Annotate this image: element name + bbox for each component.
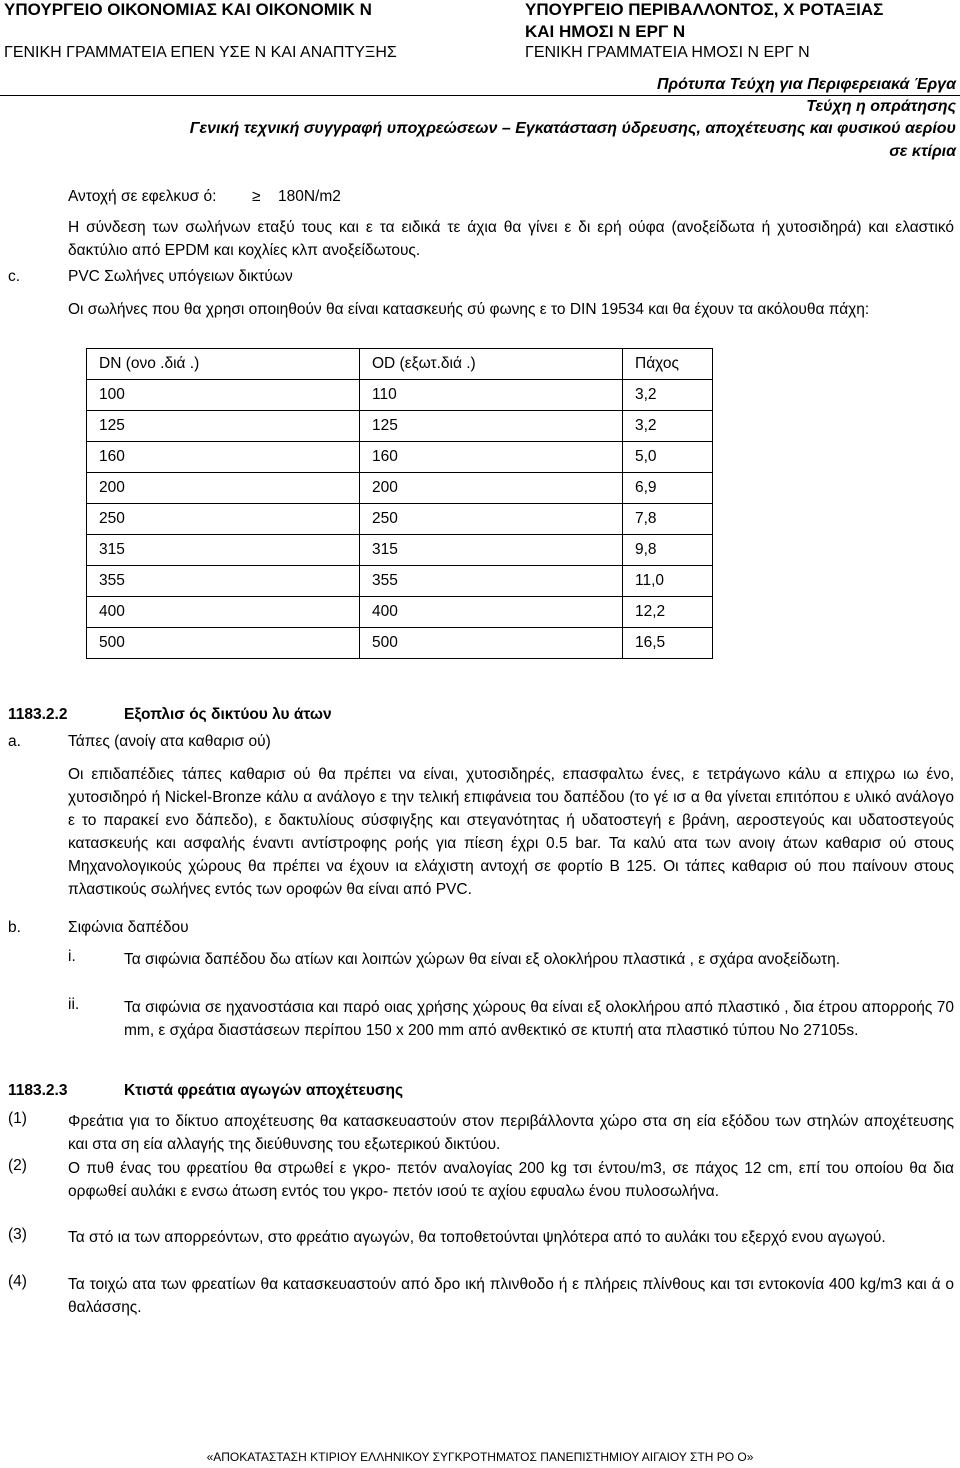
section-2-a-paragraph: Οι επιδαπέδιες τάπες καθαρισ ού θα πρέπει να είναι, χυτοσιδηρές, επασφαλτω ένες, ε τετράγωνο κάλυ α επιχρω ιω ένο, χυτοσιδηρό ή Nickel-Bronze κάλυ α ανάλογο ε την τελική επιφάνεια του δαπέδου (το γέ ισ α θα γίνεται επιτόπου ε υλικό ανάλογο ε το παρακεί ενο δάπεδο), ε δακτυλίους σύσφιγξης και στεγανότητας ή υδατοστεγή ε βράνη, αεροστεγούς και υδατοστεγούς κατασκευής και ασφαλής έναντι αντίστροφης ροής για πίεση έχρι 0.5 bar. Τα καλύ ατα των ανοιγ άτων καθαρισ ού στους Μηχανολογικούς χώρους θα πρέπει να έχουν ια ελάχιστη αντοχή σε φορτίο Β 125. Οι τάπες καθαρισ ού που παίνουν στους πλαστικούς σωλήνες εντός των οροφών θα είναι από PVC. — [68, 766, 954, 898]
table-cell: 500 — [87, 628, 360, 659]
section-3-item-text: Ο πυθ ένας του φρεατίου θα στρωθεί ε γκρο- πετόν αναλογίας 200 kg τσι έντου/m3, σε πάχος 12 cm, επί του οποίου θα δια ορφωθεί αυλάκι ε ενσω άτωση εντός του γκρο- πετόν ισού τε αχίου εφυαλω ένου πυλοσωλήνα. — [68, 1160, 954, 1200]
table-cell: 3,2 — [623, 411, 713, 442]
section-2-a-title: Τάπες (ανοίγ ατα καθαρισ ού) — [68, 733, 271, 750]
table-row — [87, 380, 713, 411]
section-3-item-text: Φρεάτια για το δίκτυο αποχέτευσης θα κατασκευαστούν στον περιβάλλοντα χώρο στα ση εία εξόδου των στηλών αποχέτευσης και στα ση εία αλλαγής της διεύθυνσης του εξωτερικού δικτύου. — [68, 1113, 954, 1153]
table-cell: 9,8 — [623, 535, 713, 566]
header-right-line2: ΚΑΙ ΗΜΟΣΙ Ν ΕΡΓ Ν — [525, 22, 686, 41]
table-header-dn: DN (ονο .διά .) — [87, 349, 360, 380]
table-row — [87, 442, 713, 473]
table-row — [87, 504, 713, 535]
table-cell: 125 — [360, 411, 623, 442]
b-item-marker: i. — [68, 948, 76, 965]
pvc-marker: c. — [8, 268, 21, 285]
table-cell: 3,2 — [623, 380, 713, 411]
table-cell: 315 — [87, 535, 360, 566]
pvc-title: PVC Σωλήνες υπόγειων δικτύων — [68, 268, 293, 285]
section-3-item-marker: (1) — [8, 1110, 27, 1127]
section-2-title: Εξοπλισ ός δικτύου λυ άτων — [124, 706, 332, 723]
section-3-item-text: Τα τοιχώ ατα των φρεατίων θα κατασκευαστούν από δρο ική πλινθοδο ή ε πλήρεις πλίνθους και τσι εντοκονία 400 kg/m3 και ά ο θαλάσσης. — [68, 1276, 954, 1316]
header-right-line3: ΓΕΝΙΚΗ ΓΡΑΜΜΑΤΕΙΑ ΗΜΟΣΙ Ν ΕΡΓ Ν — [525, 44, 810, 61]
section-3-item-text: Τα στό ια των απορρεόντων, στο φρεάτιο αγωγών, θα τοποθετούνται ψηλότερα από το αυλάκι του εξερχό ενου αγωγού. — [68, 1229, 886, 1246]
table-row — [87, 535, 713, 566]
pvc-paragraph: Οι σωλήνες που θα χρησι οποιηθούν θα είναι κατασκευής σύ φωνης ε το DIN 19534 και θα έχουν τα ακόλουθα πάχη: — [68, 301, 870, 318]
table-cell: 400 — [87, 597, 360, 628]
table-cell: 315 — [360, 535, 623, 566]
table-header-od: OD (εξωτ.διά .) — [360, 349, 623, 380]
table-cell: 200 — [360, 473, 623, 504]
table-cell: 160 — [87, 442, 360, 473]
table-header-thickness: Πάχος — [623, 349, 713, 380]
section-2-number: 1183.2.2 — [8, 706, 68, 723]
table-cell: 200 — [87, 473, 360, 504]
subheader-line2: Τεύχη η οπράτησης — [806, 98, 956, 115]
table-cell: 12,2 — [623, 597, 713, 628]
subheader-line3: Γενική τεχνική συγγραφή υποχρεώσεων – Εγκατάσταση ύδρευσης, αποχέτευσης και φυσικού αερίου — [189, 120, 956, 137]
table-cell: 16,5 — [623, 628, 713, 659]
section-2-b-title: Σιφώνια δαπέδου — [68, 919, 189, 936]
subheader-line1: Πρότυπα Τεύχη για Περιφερειακά Έργα — [656, 76, 956, 93]
table-cell: 355 — [360, 566, 623, 597]
table-cell: 7,8 — [623, 504, 713, 535]
table-cell: 125 — [87, 411, 360, 442]
b-item-text: Τα σιφώνια δαπέδου δω ατίων και λοιπών χώρων θα είναι εξ ολοκλήρου πλαστικά , ε σχάρα ανοξείδωτη. — [124, 951, 841, 968]
table-cell: 160 — [360, 442, 623, 473]
section-2-b-marker: b. — [8, 919, 21, 936]
section-3-title: Κτιστά φρεάτια αγωγών αποχέτευσης — [124, 1082, 404, 1099]
table-row — [87, 566, 713, 597]
table-cell: 355 — [87, 566, 360, 597]
table-row — [87, 597, 713, 628]
tensile-label: Αντοχή σε εφελκυσ ό: — [68, 188, 217, 205]
table-cell: 250 — [360, 504, 623, 535]
table-row — [87, 473, 713, 504]
table-cell: 110 — [360, 380, 623, 411]
section-3-number: 1183.2.3 — [8, 1082, 68, 1099]
header-right-line1: ΥΠΟΥΡΓΕΙΟ ΠΕΡΙΒΑΛΛΟΝΤΟΣ, Χ ΡΟΤΑΞΙΑΣ — [525, 0, 884, 19]
table-row — [87, 628, 713, 659]
tensile-symbol: ≥ — [252, 188, 261, 205]
section-3-item-marker: (4) — [8, 1273, 27, 1290]
table-cell: 5,0 — [623, 442, 713, 473]
table-header-row — [87, 349, 713, 380]
table-row — [87, 411, 713, 442]
table-cell: 500 — [360, 628, 623, 659]
section-2-a-marker: a. — [8, 733, 21, 750]
section-3-item-marker: (2) — [8, 1157, 27, 1174]
table-cell: 250 — [87, 504, 360, 535]
tensile-value: 180N/m2 — [278, 188, 341, 205]
subheader-line4: σε κτίρια — [889, 143, 956, 160]
joint-paragraph: Η σύνδεση των σωλήνων εταξύ τους και ε τα ειδικά τε άχια θα γίνει ε δι ερή ούφα (ανοξείδωτα ή χυτοσιδηρά) και ελαστικό δακτύλιο από EPDM και κοχλίες κλπ ανοξείδωτους. — [68, 219, 954, 259]
table-cell: 11,0 — [623, 566, 713, 597]
table-cell: 6,9 — [623, 473, 713, 504]
header-divider — [0, 95, 960, 96]
header-left-line2: ΓΕΝΙΚΗ ΓΡΑΜΜΑΤΕΙΑ ΕΠΕΝ ΥΣΕ Ν ΚΑΙ ΑΝΑΠΤΥΞΗΣ — [4, 44, 397, 61]
b-item-text: Τα σιφώνια σε ηχανοστάσια και παρό οιας χρήσης χώρους θα είναι εξ ολοκλήρου από πλαστικό , δια έτρου απορροής 70 mm, ε σχάρα διαστάσεων περίπου 150 x 200 mm από ανθεκτικό σε κτυπή ατα πλαστικό τύπου Νο 27105s. — [124, 999, 954, 1039]
table-cell: 400 — [360, 597, 623, 628]
section-3-item-marker: (3) — [8, 1226, 27, 1243]
table-cell: 100 — [87, 380, 360, 411]
footer-text: «ΑΠΟΚΑΤΑΣΤΑΣΗ ΚΤΙΡΙΟΥ ΕΛΛΗΝΙΚΟΥ ΣΥΓΚΡΟΤΗΜΑΤΟΣ ΠΑΝΕΠΙΣΤΗΜΙΟΥ ΑΙΓΑΙΟΥ ΣΤΗ ΡΟ Ο» — [206, 1450, 754, 1464]
b-item-marker: ii. — [68, 996, 80, 1013]
pipe-thickness-table — [86, 348, 713, 659]
header-left-line1: ΥΠΟΥΡΓΕΙΟ ΟΙΚΟΝΟΜΙΑΣ ΚΑΙ ΟΙΚΟΝΟΜΙΚ Ν — [4, 0, 372, 19]
